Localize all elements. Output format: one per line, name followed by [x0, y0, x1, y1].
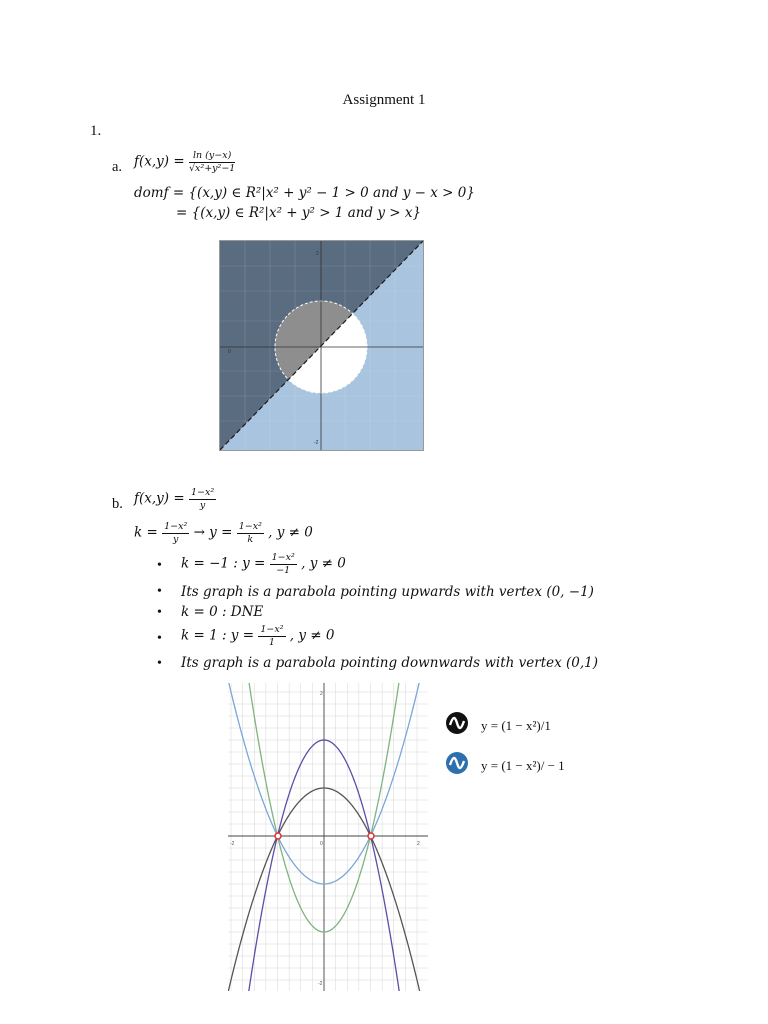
- bullet-5: Its graph is a parabola pointing downwards with vertex (0,1): [181, 655, 599, 671]
- k-fraction-1: [162, 522, 189, 544]
- bullet-1-denominator: −1: [276, 564, 291, 576]
- tick-label-center: 0: [320, 841, 323, 847]
- part-a-fraction-numerator: ln (y−x): [189, 151, 235, 163]
- k-fraction-2: [237, 522, 264, 544]
- bullet-1-fraction: [270, 553, 297, 575]
- bullet-2: Its graph is a parabola pointing upwards with vertex (0, −1): [181, 584, 594, 600]
- k-fraction-1-numerator: 1−x²: [164, 521, 188, 532]
- tick-label-right: 2: [417, 841, 420, 847]
- part-a-fraction-denominator: √x²+y²−1: [188, 162, 236, 174]
- graph-background: [228, 683, 428, 991]
- intersection-point-right: [368, 833, 374, 839]
- k-fraction-2-numerator: 1−x²: [238, 521, 262, 532]
- bullet-4-numerator: 1−x²: [260, 624, 284, 635]
- part-b-label: b.: [112, 496, 123, 512]
- tick-label-bottom: -2: [314, 440, 319, 446]
- k-arrow: → y =: [193, 524, 233, 541]
- legend-item-2: [446, 752, 468, 779]
- part-b-level-curve: [134, 522, 313, 544]
- bullet-3: k = 0 : DNE: [181, 604, 264, 620]
- bullet-4: [181, 625, 335, 647]
- part-a-function-lhs: f(x,y) =: [134, 153, 185, 170]
- bullet-marker-3: •: [157, 605, 162, 620]
- tick-label-left: -2: [230, 841, 235, 847]
- bullet-marker-1: •: [157, 558, 162, 573]
- bullet-4-lhs: k = 1 : y =: [181, 627, 255, 644]
- bullet-marker-4: •: [157, 631, 162, 646]
- graph-wave-icon: [446, 752, 468, 774]
- tick-label-top: 2: [320, 691, 323, 697]
- graph-wave-icon: [446, 712, 468, 734]
- k-fraction-2-denominator: k: [247, 533, 254, 545]
- legend-item-1: [446, 712, 468, 739]
- k-fraction-1-denominator: y: [172, 533, 179, 545]
- part-a-function: [134, 151, 235, 173]
- part-a-label: a.: [112, 159, 123, 175]
- part-a-domain-line-1: domf = {(x,y) ∈ R²|x² + y² − 1 > 0 and y − x > 0}: [134, 185, 475, 201]
- part-a-domain-line-2: = {(x,y) ∈ R²|x² + y² > 1 and y > x}: [176, 205, 422, 221]
- k-tail: , y ≠ 0: [268, 524, 313, 541]
- domain-region-graph: [219, 240, 424, 451]
- part-b-fraction: [189, 488, 216, 510]
- part-b-function: [134, 488, 216, 510]
- parabola-graph: [228, 683, 428, 991]
- part-b-fraction-denominator: y: [199, 499, 206, 511]
- bullet-marker-5: •: [157, 656, 162, 671]
- tick-label-left: 0: [228, 349, 231, 355]
- legend-equation-1: y = (1 − x²)/1: [481, 718, 551, 733]
- k-lhs: k =: [134, 524, 158, 541]
- page-title: Assignment 1: [342, 92, 426, 108]
- bullet-4-tail: , y ≠ 0: [289, 627, 335, 644]
- bullet-1-lhs: k = −1 : y =: [181, 555, 266, 572]
- bullet-1-numerator: 1−x²: [271, 552, 295, 563]
- intersection-point-left: [275, 833, 281, 839]
- bullet-1: [181, 553, 346, 575]
- part-b-function-lhs: f(x,y) =: [134, 490, 185, 507]
- bullet-marker-2: •: [157, 584, 162, 599]
- bullet-4-fraction: [258, 625, 285, 647]
- legend-equation-2: y = (1 − x²)/ − 1: [481, 758, 565, 773]
- bullet-4-denominator: 1: [268, 636, 275, 648]
- question-number: 1.: [90, 123, 102, 139]
- part-b-fraction-numerator: 1−x²: [190, 487, 215, 498]
- part-a-fraction: [189, 151, 235, 173]
- tick-label-top: 2: [316, 251, 319, 257]
- tick-label-bottom: -2: [318, 981, 323, 987]
- bullet-1-tail: , y ≠ 0: [301, 555, 346, 572]
